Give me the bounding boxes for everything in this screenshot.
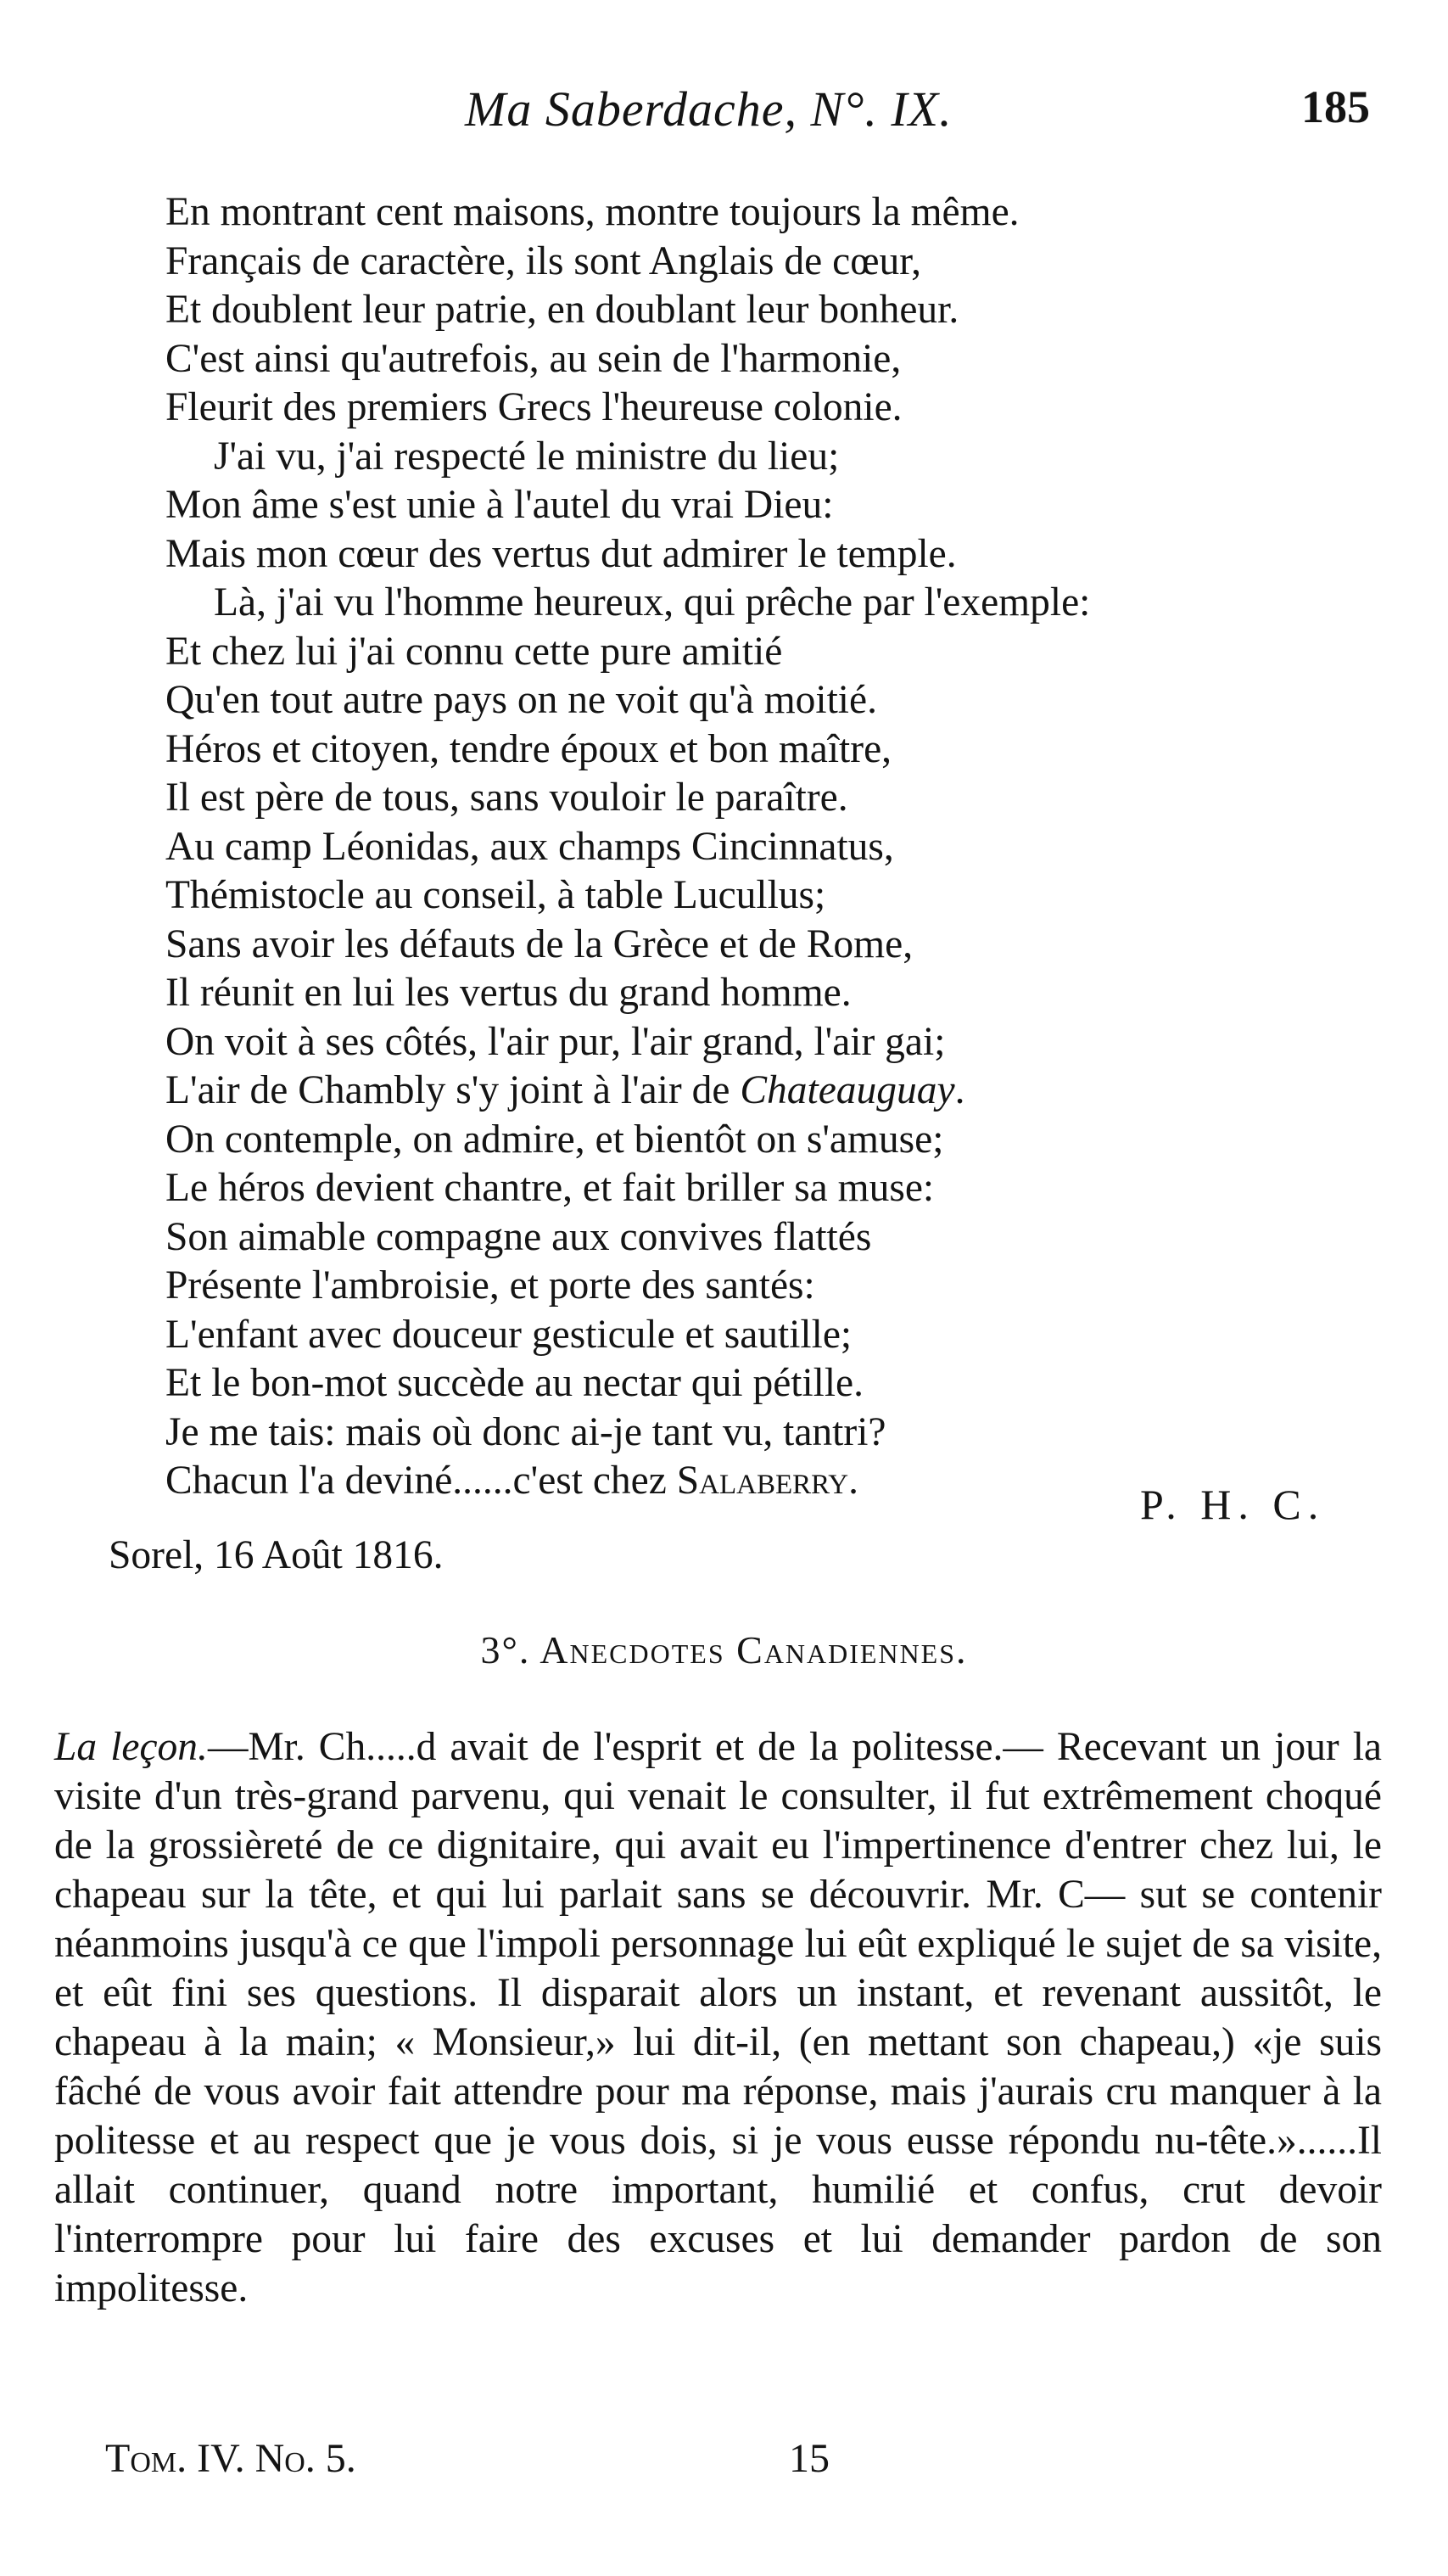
poem-line: Le héros devient chantre, et fait briller sa muse:: [165, 1166, 935, 1210]
anecdote-body: —Mr. Ch.....d avait de l'esprit et de la politesse.— Recevant un jour la visite d'un très-grand parvenu, qui venait le consulter, il fut extrêmement choqué de la grossièreté de ce dignitaire, qui avait eu l'impertinence d'entrer chez lui, le chapeau sur la tête, et qui lui parlait sans se découvrir. Mr. C— sut se contenir néanmoins jusqu'à ce que l'impoli personnage lui eût expliqué le sujet de sa visite, et eût fini ses questions. Il disparait alors un instant, et revenant aussitôt, le chapeau à la main; « Monsieur,» lui dit-il, (en mettant son chapeau,) «je suis fâché de vous avoir fait attendre pour ma réponse, mais j'aurais cru manquer à la politesse et au respect que je vous dois, si je vous eusse répondu nu-tête.»......Il allait continuer, quand notre important, humilié et confus, crut devoir l'interrompre pour lui faire des excuses et lui demander pardon de son impolitesse.: [54, 1725, 1383, 2310]
poem-line: En montrant cent maisons, montre toujours la même.: [165, 190, 1020, 234]
place-name: Chateauguay: [740, 1068, 955, 1112]
signature-mark: 15: [789, 2436, 830, 2481]
poem-line-text: L'air de Chambly s'y joint à l'air de: [165, 1068, 741, 1112]
poem-line: Mais mon cœur des vertus dut admirer le temple.: [165, 531, 957, 576]
poem-signature: P. H. C.: [1140, 1481, 1326, 1528]
poem-line: Chacun l'a deviné......c'est chez Salaberry.: [165, 1459, 859, 1503]
poem-line: Et chez lui j'ai connu cette pure amitié: [165, 629, 783, 674]
page-header: [0, 81, 1448, 140]
poem-line: Il réunit en lui les vertus du grand homme.: [165, 971, 852, 1015]
poem-line: Qu'en tout autre pays on ne voit qu'à moitié.: [165, 678, 877, 722]
poem-line: Présente l'ambroisie, et porte des santés:: [165, 1263, 815, 1308]
section-title: 3°. Anecdotes Canadiennes.: [480, 1628, 968, 1672]
host-name: Salaberry: [676, 1459, 849, 1503]
poem-line: Au camp Léonidas, aux champs Cincinnatus,: [165, 824, 894, 869]
place-date: Sorel, 16 Août 1816.: [109, 1533, 444, 1577]
poem-line: Mon âme s'est unie à l'autel du vrai Dieu:: [165, 483, 834, 527]
poem-line: Sans avoir les défauts de la Grèce et de Rome,: [165, 921, 914, 966]
poem-line: J'ai vu, j'ai respecté le ministre du lieu;: [214, 434, 840, 479]
poem-line-text: Chacun l'a deviné......c'est chez: [165, 1459, 677, 1503]
poem-line: Thémistocle au conseil, à table Lucullus;: [165, 873, 826, 917]
page-footer: [0, 2435, 1448, 2495]
volume-label: Tom. IV. No. 5.: [105, 2436, 356, 2481]
poem-line: Il est père de tous, sans vouloir le paraître.: [165, 776, 848, 820]
poem-line: C'est ainsi qu'autrefois, au sein de l'harmonie,: [165, 336, 902, 381]
poem-line: On voit à ses côtés, l'air pur, l'air grand, l'air gai;: [165, 1019, 946, 1064]
poem-line: L'air de Chambly s'y joint à l'air de Chateauguay.: [165, 1068, 965, 1112]
poem-line: L'enfant avec douceur gesticule et sautille;: [165, 1312, 853, 1357]
poem-line: Là, j'ai vu l'homme heureux, qui prêche par l'exemple:: [214, 580, 1091, 624]
poem-line: On contemple, on admire, et bientôt on s'amuse;: [165, 1117, 944, 1162]
poem-line: Son aimable compagne aux convives flattés: [165, 1214, 872, 1259]
poem-line: Et le bon-mot succède au nectar qui pétille.: [165, 1361, 864, 1405]
page-number: 185: [1301, 81, 1370, 132]
poem-line: Fleurit des premiers Grecs l'heureuse colonie.: [165, 385, 903, 429]
poem-line: Héros et citoyen, tendre époux et bon maître,: [165, 726, 892, 771]
poem: [165, 188, 1395, 1506]
poem-line: Et doublent leur patrie, en doublant leur bonheur.: [165, 288, 959, 332]
poem-line: Français de caractère, ils sont Anglais de cœur,: [165, 238, 922, 283]
running-title: Ma Saberdache, N°. IX.: [465, 81, 953, 137]
anecdote-title: La leçon.: [54, 1725, 208, 1769]
anecdote-paragraph: [54, 1722, 1382, 2313]
poem-line: Je me tais: mais où donc ai-je tant vu, tantri?: [165, 1409, 886, 1454]
